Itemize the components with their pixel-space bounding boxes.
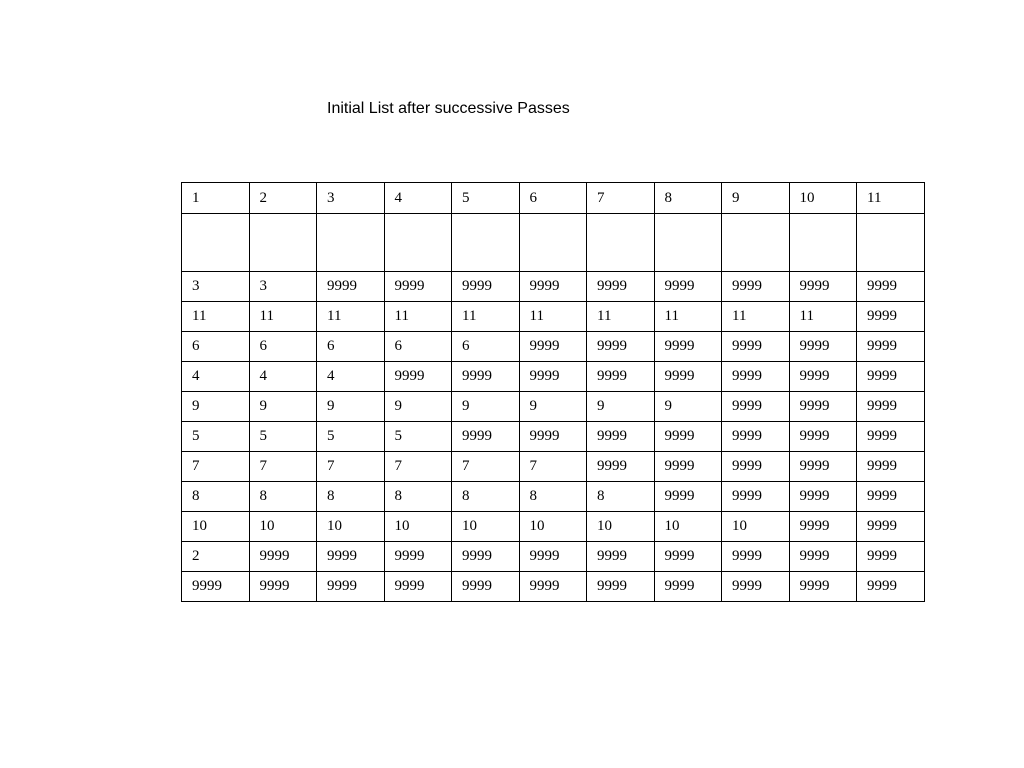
table-cell: 9999 xyxy=(654,452,722,482)
table-row xyxy=(182,332,925,362)
table-cell: 9999 xyxy=(789,392,857,422)
table-cell: 9999 xyxy=(857,272,925,302)
table-cell: 9999 xyxy=(857,332,925,362)
table-cell: 7 xyxy=(452,452,520,482)
table-cell: 9999 xyxy=(384,542,452,572)
table-cell: 10 xyxy=(249,512,317,542)
table-cell: 2 xyxy=(249,183,317,214)
table-cell: 2 xyxy=(182,542,250,572)
table-cell: 9999 xyxy=(722,272,790,302)
table-cell: 9999 xyxy=(249,572,317,602)
table-cell: 7 xyxy=(384,452,452,482)
table-cell: 3 xyxy=(182,272,250,302)
table-cell: 5 xyxy=(249,422,317,452)
table-cell: 9999 xyxy=(587,452,655,482)
table-cell: 9999 xyxy=(857,542,925,572)
table-header-row xyxy=(182,183,925,214)
table-cell: 10 xyxy=(587,512,655,542)
table-cell: 9999 xyxy=(452,272,520,302)
table-cell: 9999 xyxy=(722,572,790,602)
table-cell: 4 xyxy=(317,362,385,392)
table-cell: 11 xyxy=(654,302,722,332)
table-cell: 7 xyxy=(587,183,655,214)
table-cell xyxy=(384,214,452,272)
table-cell: 9999 xyxy=(789,542,857,572)
table-cell: 5 xyxy=(317,422,385,452)
table-cell: 11 xyxy=(722,302,790,332)
table-cell: 9999 xyxy=(519,272,587,302)
table-cell: 9999 xyxy=(317,572,385,602)
table-empty-row xyxy=(182,214,925,272)
table-cell: 11 xyxy=(317,302,385,332)
table-cell: 9999 xyxy=(722,422,790,452)
table-cell: 9999 xyxy=(654,542,722,572)
table-cell: 6 xyxy=(452,332,520,362)
table-cell xyxy=(317,214,385,272)
table-cell: 9999 xyxy=(317,542,385,572)
table-cell: 4 xyxy=(182,362,250,392)
table-cell: 9999 xyxy=(182,572,250,602)
table-cell: 6 xyxy=(384,332,452,362)
table-cell: 9999 xyxy=(249,542,317,572)
table-cell: 11 xyxy=(384,302,452,332)
table-cell: 6 xyxy=(519,183,587,214)
table-cell: 9 xyxy=(519,392,587,422)
table-cell: 9999 xyxy=(519,422,587,452)
table-cell: 10 xyxy=(182,512,250,542)
table-cell: 9999 xyxy=(722,542,790,572)
table-cell: 9999 xyxy=(452,542,520,572)
table-cell: 9999 xyxy=(654,272,722,302)
passes-table-body xyxy=(182,183,925,602)
table-cell: 9999 xyxy=(519,362,587,392)
table-cell: 9 xyxy=(182,392,250,422)
table-cell: 9999 xyxy=(587,422,655,452)
table-cell: 9999 xyxy=(654,362,722,392)
table-cell: 11 xyxy=(182,302,250,332)
table-row xyxy=(182,272,925,302)
table-cell: 8 xyxy=(384,482,452,512)
table-cell xyxy=(722,214,790,272)
table-cell: 9999 xyxy=(722,392,790,422)
table-cell: 9 xyxy=(587,392,655,422)
table-row xyxy=(182,302,925,332)
table-cell: 9999 xyxy=(587,572,655,602)
table-cell: 9999 xyxy=(789,482,857,512)
table-cell: 11 xyxy=(857,183,925,214)
table-cell: 9999 xyxy=(789,272,857,302)
table-cell: 6 xyxy=(249,332,317,362)
table-cell: 8 xyxy=(654,183,722,214)
table-cell: 8 xyxy=(519,482,587,512)
table-cell: 11 xyxy=(249,302,317,332)
table-cell: 9999 xyxy=(789,452,857,482)
table-row xyxy=(182,542,925,572)
table-cell: 11 xyxy=(789,302,857,332)
table-cell: 9999 xyxy=(789,422,857,452)
table-cell: 10 xyxy=(519,512,587,542)
table-cell: 9 xyxy=(384,392,452,422)
table-cell: 4 xyxy=(249,362,317,392)
table-cell: 9999 xyxy=(857,482,925,512)
table-cell: 5 xyxy=(182,422,250,452)
table-cell xyxy=(519,214,587,272)
table-cell: 9999 xyxy=(789,572,857,602)
table-cell: 3 xyxy=(249,272,317,302)
table-cell: 9 xyxy=(654,392,722,422)
table-cell: 9999 xyxy=(722,452,790,482)
table-cell: 10 xyxy=(654,512,722,542)
table-cell: 9999 xyxy=(654,422,722,452)
table-cell: 8 xyxy=(317,482,385,512)
table-row xyxy=(182,392,925,422)
table-cell: 5 xyxy=(384,422,452,452)
table-cell: 8 xyxy=(182,482,250,512)
table-cell: 9999 xyxy=(452,362,520,392)
table-cell: 11 xyxy=(519,302,587,332)
table-cell: 7 xyxy=(249,452,317,482)
table-cell: 10 xyxy=(722,512,790,542)
table-cell: 6 xyxy=(317,332,385,362)
table-cell: 7 xyxy=(519,452,587,482)
table-cell: 8 xyxy=(249,482,317,512)
table-cell: 9999 xyxy=(722,482,790,512)
table-cell: 9999 xyxy=(654,482,722,512)
table-cell: 9999 xyxy=(857,302,925,332)
table-cell: 9999 xyxy=(519,572,587,602)
table-cell: 9999 xyxy=(587,542,655,572)
table-cell: 7 xyxy=(317,452,385,482)
table-cell xyxy=(452,214,520,272)
table-cell: 9999 xyxy=(519,332,587,362)
table-cell xyxy=(654,214,722,272)
table-row xyxy=(182,572,925,602)
table-cell: 10 xyxy=(384,512,452,542)
table-cell: 9999 xyxy=(519,542,587,572)
table-cell: 9999 xyxy=(722,332,790,362)
table-cell: 9999 xyxy=(789,512,857,542)
table-cell: 9999 xyxy=(857,512,925,542)
table-cell xyxy=(789,214,857,272)
table-cell: 9999 xyxy=(452,422,520,452)
table-cell: 9999 xyxy=(384,572,452,602)
table-cell: 8 xyxy=(587,482,655,512)
table-cell: 9999 xyxy=(789,332,857,362)
table-cell: 11 xyxy=(587,302,655,332)
table-cell: 9999 xyxy=(857,362,925,392)
table-cell: 9999 xyxy=(857,572,925,602)
table-cell: 10 xyxy=(452,512,520,542)
table-cell xyxy=(587,214,655,272)
table-cell: 1 xyxy=(182,183,250,214)
table-cell xyxy=(182,214,250,272)
table-cell: 9999 xyxy=(857,422,925,452)
table-cell: 9999 xyxy=(452,572,520,602)
table-cell: 6 xyxy=(182,332,250,362)
table-cell: 9999 xyxy=(789,362,857,392)
table-cell: 9999 xyxy=(654,572,722,602)
page-title: Initial List after successive Passes xyxy=(327,100,570,117)
table-cell: 9999 xyxy=(587,272,655,302)
table-cell: 9999 xyxy=(384,272,452,302)
table-row xyxy=(182,482,925,512)
table-cell xyxy=(857,214,925,272)
table-cell xyxy=(249,214,317,272)
table-cell: 3 xyxy=(317,183,385,214)
table-row xyxy=(182,422,925,452)
table-cell: 4 xyxy=(384,183,452,214)
table-cell: 9 xyxy=(249,392,317,422)
table-row xyxy=(182,452,925,482)
table-cell: 7 xyxy=(182,452,250,482)
table-cell: 9999 xyxy=(654,332,722,362)
table-cell: 9 xyxy=(722,183,790,214)
table-cell: 11 xyxy=(452,302,520,332)
table-row xyxy=(182,362,925,392)
table-cell: 10 xyxy=(317,512,385,542)
table-cell: 9 xyxy=(317,392,385,422)
table-cell: 9999 xyxy=(722,362,790,392)
table-cell: 9999 xyxy=(384,362,452,392)
table-cell: 10 xyxy=(789,183,857,214)
table-cell: 9999 xyxy=(587,332,655,362)
table-cell: 8 xyxy=(452,482,520,512)
table-cell: 9999 xyxy=(857,452,925,482)
table-cell: 9999 xyxy=(857,392,925,422)
table-cell: 9999 xyxy=(317,272,385,302)
table-cell: 9 xyxy=(452,392,520,422)
table-cell: 5 xyxy=(452,183,520,214)
table-cell: 9999 xyxy=(587,362,655,392)
table-row xyxy=(182,512,925,542)
passes-table xyxy=(181,182,925,602)
